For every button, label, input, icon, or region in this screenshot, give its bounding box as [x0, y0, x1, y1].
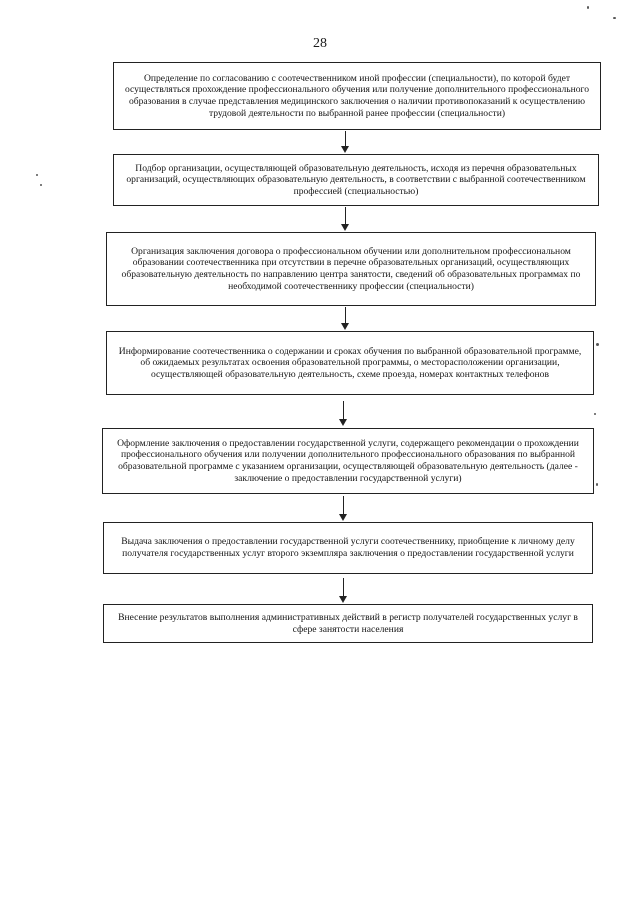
scan-speck — [36, 174, 38, 176]
flowchart-arrow-1 — [340, 131, 352, 153]
flowchart-step-6-text: Выдача заключения о предоставлении государственной услуги соотечественнику, приобщение к личному делу получателя государственных услуг второго экземпляра заключения о предоставлении государственной услуги — [121, 536, 575, 559]
arrow-down-icon — [339, 514, 347, 521]
arrow-down-icon — [339, 596, 347, 603]
flowchart-step-5-text: Оформление заключения о предоставлении государственной услуги, содержащего рекомендации о прохождении профессионального обучения или получении дополнительного профессионального образования по выбранной образовательной программе с указанием организации, осуществляющей образовательную деятельность (далее - заключение о предоставлении государственной услуги) — [117, 437, 579, 484]
scan-speck — [594, 413, 596, 415]
flowchart-step-1 — [113, 62, 601, 130]
flowchart-step-5 — [102, 428, 594, 494]
flowchart-step-4 — [106, 331, 594, 395]
scan-speck — [613, 17, 616, 19]
scan-speck — [596, 483, 598, 486]
arrow-down-icon — [341, 146, 349, 153]
flowchart-arrow-4 — [338, 401, 350, 426]
flowchart-arrow-3 — [340, 307, 352, 330]
page-number: 28 — [313, 36, 327, 51]
flowchart-arrow-6 — [338, 578, 350, 603]
flowchart-step-2 — [113, 154, 599, 206]
flowchart-step-1-text: Определение по согласованию с соотечественником иной профессии (специальности), по которой будет осуществляться прохождение профессионального обучения или получение дополнительного профессионального образования в случае представления медицинского заключения о наличии противопоказаний к осуществлению трудовой деятельности по выбранной ранее профессии (специальности) — [124, 72, 590, 119]
flowchart-arrow-5 — [338, 496, 350, 521]
arrow-down-icon — [341, 224, 349, 231]
flowchart-step-3 — [106, 232, 596, 306]
flowchart-step-7-text: Внесение результатов выполнения административных действий в регистр получателей государственных услуг в сфере занятости населения — [118, 611, 578, 635]
flowchart-step-2-text: Подбор организации, осуществляющей образовательную деятельность, исходя из перечня образовательных организаций, осуществляющих образовательную деятельность, в соответствии с выбранной соотечественником профессией (специальностью) — [126, 162, 586, 197]
arrow-down-icon — [339, 419, 347, 426]
flowchart-step-6 — [103, 522, 593, 574]
flowchart-step-3-text: Организация заключения договора о профессиональном обучении или дополнительном профессиональном образовании соотечественника при отсутствии в перечне образовательных организаций, осуществляющих образовательную деятельность по направлению центра занятости, сведений об образовательных программах по необходимой соотечественнику профессии (специальности) — [121, 245, 581, 292]
scan-speck — [596, 343, 599, 346]
arrow-down-icon — [341, 323, 349, 330]
flowchart-step-7 — [103, 604, 593, 643]
scan-speck — [40, 184, 42, 186]
flowchart-step-4-text: Информирование соотечественника о содержании и сроках обучения по выбранной образовательной программе, об ожидаемых результатах освоения образовательной программы, о месторасположении организации, осуществляющей образовательную деятельность, схеме проезда, номерах контактных телефонов — [118, 345, 582, 380]
flowchart-arrow-2 — [340, 207, 352, 231]
scan-speck — [587, 6, 589, 9]
